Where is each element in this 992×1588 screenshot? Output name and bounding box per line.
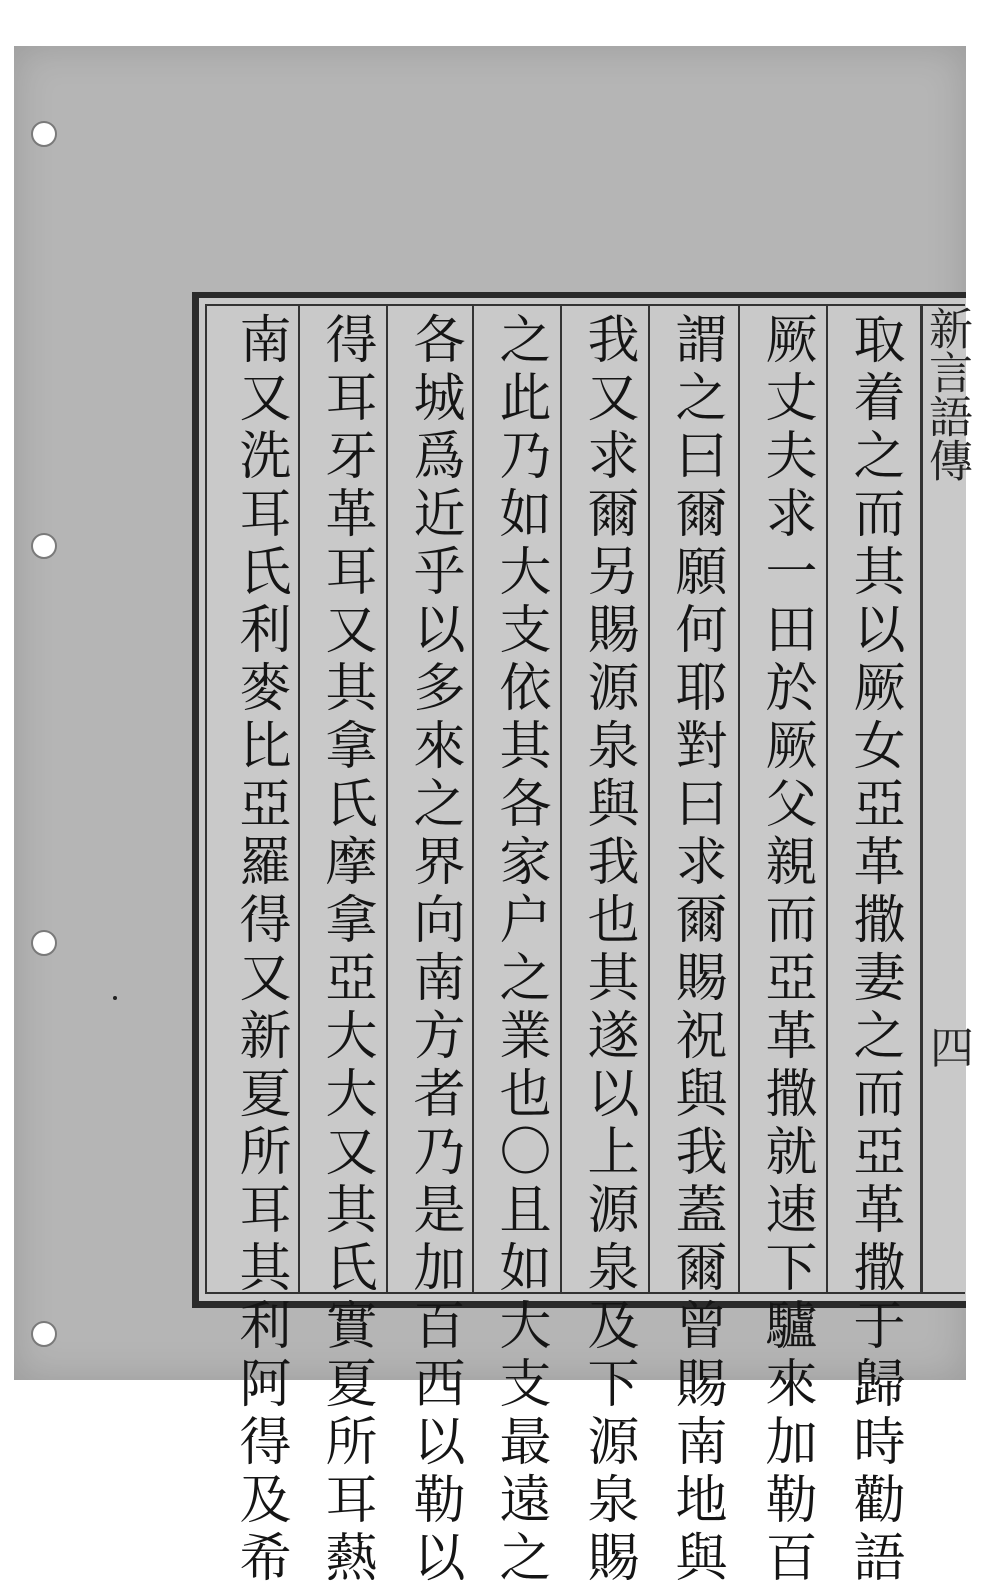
folio-number: 四 <box>930 1023 974 1074</box>
column-rule <box>648 304 650 1294</box>
punch-hole <box>31 121 57 147</box>
text-column-3 <box>664 312 728 1588</box>
column-text: 我又求爾另賜源泉與我也其遂以上源泉及下源泉賜 <box>578 312 638 1588</box>
column-text: 之此乃如大支依其各家户之業也〇且如大支最遠之 <box>490 312 550 1588</box>
column-rule <box>826 304 828 1294</box>
text-column-4 <box>576 312 640 1588</box>
column-rule <box>298 304 300 1294</box>
text-column-7 <box>314 312 378 1588</box>
page-header <box>921 306 972 482</box>
column-text: 南又洗耳氏利麥比亞羅得又新夏所耳其利阿得及希 <box>230 312 290 1588</box>
column-rule <box>386 304 388 1294</box>
column-rule <box>738 304 740 1294</box>
punch-hole <box>31 1321 57 1347</box>
column-text: 各城爲近乎以多來之界向南方者乃是加百西以勒以 <box>404 312 464 1588</box>
text-column-8 <box>228 312 292 1588</box>
column-rule <box>472 304 474 1294</box>
column-text: 取着之而其以厥女亞革撒妻之而亞革撒于歸時勸語 <box>844 312 904 1588</box>
column-text: 謂之曰爾願何耶對曰求爾賜祝與我蓋爾曾賜南地與 <box>666 312 726 1588</box>
header-title: 新言語傳 <box>921 306 972 482</box>
column-text: 得耳牙革耳又其拿氏摩拿亞大大又其氏實夏所耳爇 <box>316 312 376 1588</box>
text-column-2 <box>754 312 818 1588</box>
text-column-6 <box>402 312 466 1588</box>
text-column-1 <box>842 312 906 1588</box>
column-rule <box>560 304 562 1294</box>
speck <box>113 996 117 1000</box>
text-column-5 <box>488 312 552 1588</box>
punch-hole <box>31 930 57 956</box>
column-text: 厥丈夫求一田於厥父親而亞革撒就速下驢來加勒百 <box>756 312 816 1588</box>
punch-hole <box>31 533 57 559</box>
